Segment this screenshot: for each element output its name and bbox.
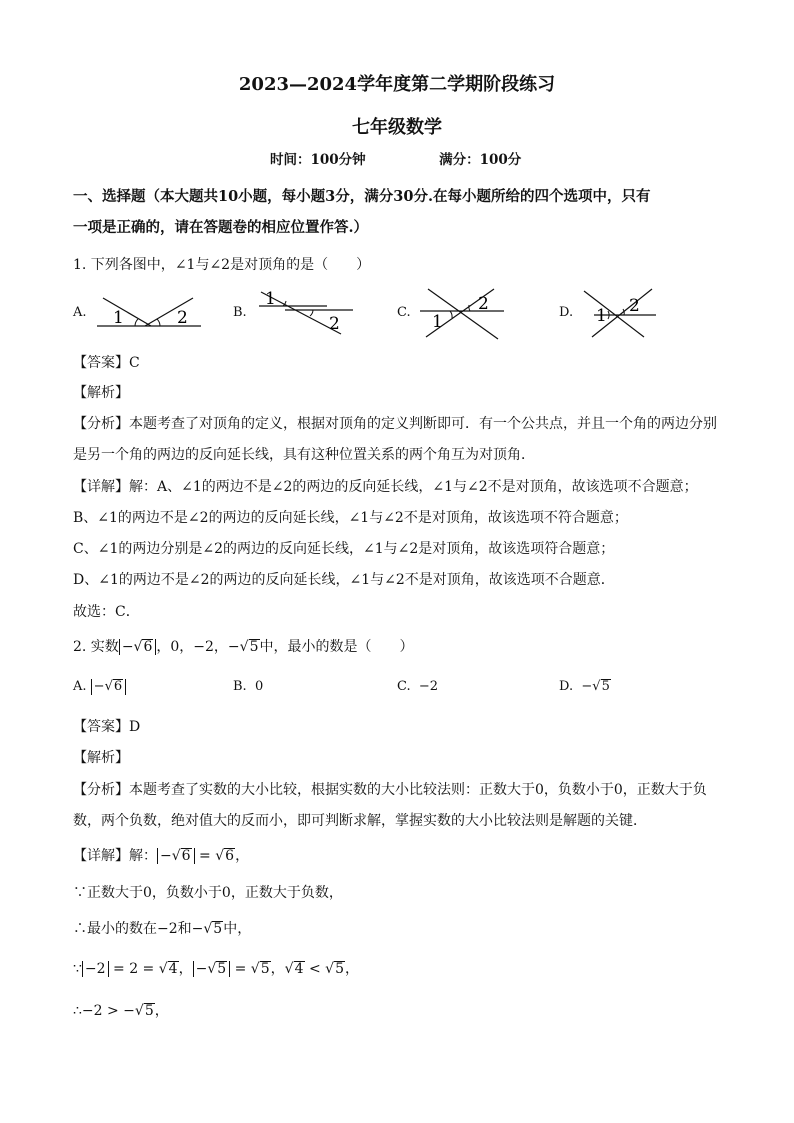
q1-d-label-1: 1 <box>596 306 607 326</box>
q1-a-label-1: 1 <box>113 308 124 328</box>
q2-stem: 2. 实数 −√6 ，0，−2，−√5中，最小的数是（ ） <box>73 639 414 655</box>
q2-option-b: B. 0 <box>233 679 264 694</box>
q1-d-label-2: 2 <box>629 296 640 316</box>
exam-time: 时间：100分钟 <box>270 152 366 168</box>
document-subtitle: 七年级数学 <box>352 117 442 138</box>
section-heading-cont: 一项是正确的，请在答题卷的相应位置作答.） <box>73 219 369 236</box>
q1-detail-d: D、∠1的两边不是∠2的两边的反向延长线，∠1与∠2不是对顶角，故该选项不合题意． <box>73 572 615 588</box>
q1-figure-b <box>255 288 355 338</box>
abs-neg-sqrt6: −√6 <box>119 639 157 655</box>
angle-2: ∠2 <box>209 257 231 273</box>
q2-option-a: A. −√6 <box>73 679 126 695</box>
exam-score: 满分：100分 <box>439 152 522 168</box>
q1-figure-c <box>418 285 508 343</box>
exam-meta <box>270 148 521 168</box>
q1-c-label-2: 2 <box>478 294 489 314</box>
q1-stem: 1. 下列各图中，∠1与∠2是对顶角的是（ ） <box>73 257 371 273</box>
q2-analysis-line-2: 数，两个负数，绝对值大的反而小，即可判断求解，掌握实数的大小比较法则是解题的关键． <box>73 813 647 829</box>
q1-a-arc-2 <box>157 319 160 326</box>
q1-a-label-2: 2 <box>177 308 188 328</box>
q1-detail-a: 【详解】解：A、∠1的两边不是∠2的两边的反向延长线，∠1与∠2不是对顶角，故该选项不合题意； <box>73 479 698 495</box>
q1-analysis-title: 【解析】 <box>73 385 129 401</box>
angle-1: ∠1 <box>174 257 196 273</box>
q1-b-label-1: 1 <box>265 289 276 309</box>
q2-because-2: ∵ −2 = 2 = √4， −√5 = √5，√4 < √5， <box>73 961 359 977</box>
section-heading: 一、选择题（本大题共10小题，每小题3分，满分30分.在每小题所给的四个选项中，只有 <box>73 188 651 205</box>
q1-option-b-label: B. <box>233 305 247 320</box>
q2-analysis-line-1: 【分析】本题考查了实数的大小比较，根据实数的大小比较法则：正数大于0，负数小于0，正数大于负 <box>73 782 707 798</box>
q1-figure-d <box>580 285 660 343</box>
q1-figure-a <box>95 292 205 336</box>
q1-detail-c: C、∠1的两边分别是∠2的两边的反向延长线，∠1与∠2是对顶角，故该选项符合题意； <box>73 541 615 557</box>
q1-detail-b: B、∠1的两边不是∠2的两边的反向延长线，∠1与∠2不是对顶角，故该选项不符合题意； <box>73 510 628 526</box>
q1-option-d-label: D. <box>559 305 574 320</box>
q1-choice: 故选：C． <box>73 604 140 620</box>
q2-answer: 【答案】D <box>73 719 141 735</box>
q2-therefore-1: ∴最小的数在−2和−√5中， <box>73 921 252 937</box>
q2-option-c: C. −2 <box>397 679 439 694</box>
q2-option-d: D. −√5 <box>559 679 610 694</box>
q1-a-ray-left <box>103 298 151 326</box>
q1-option-a-label: A. <box>73 305 87 320</box>
q2-because-1: ∵正数大于0，负数小于0，正数大于负数， <box>73 885 343 901</box>
q1-b-arc-2 <box>310 310 313 316</box>
q1-c-label-1: 1 <box>432 312 443 332</box>
q2-detail-line: 【详解】解： −√6 = √6， <box>73 848 250 864</box>
q1-option-c-label: C. <box>397 305 411 320</box>
q2-analysis-title: 【解析】 <box>73 750 129 766</box>
q2-therefore-2: ∴−2 > −√5， <box>73 1003 169 1019</box>
q1-analysis-line-2: 是另一个角的两边的反向延长线，具有这种位置关系的两个角互为对顶角． <box>73 447 535 463</box>
q1-analysis-line-1: 【分析】本题考查了对顶角的定义，根据对顶角的定义判断即可．有一个公共点，并且一个角的两边分别 <box>73 416 717 432</box>
q1-b-label-2: 2 <box>329 314 340 334</box>
q1-a-arc-1 <box>135 319 138 326</box>
q1-answer: 【答案】C <box>73 355 140 371</box>
q1-c-arc-1 <box>450 311 452 318</box>
document-title: 2023—2024学年度第二学期阶段练习 <box>238 74 556 95</box>
